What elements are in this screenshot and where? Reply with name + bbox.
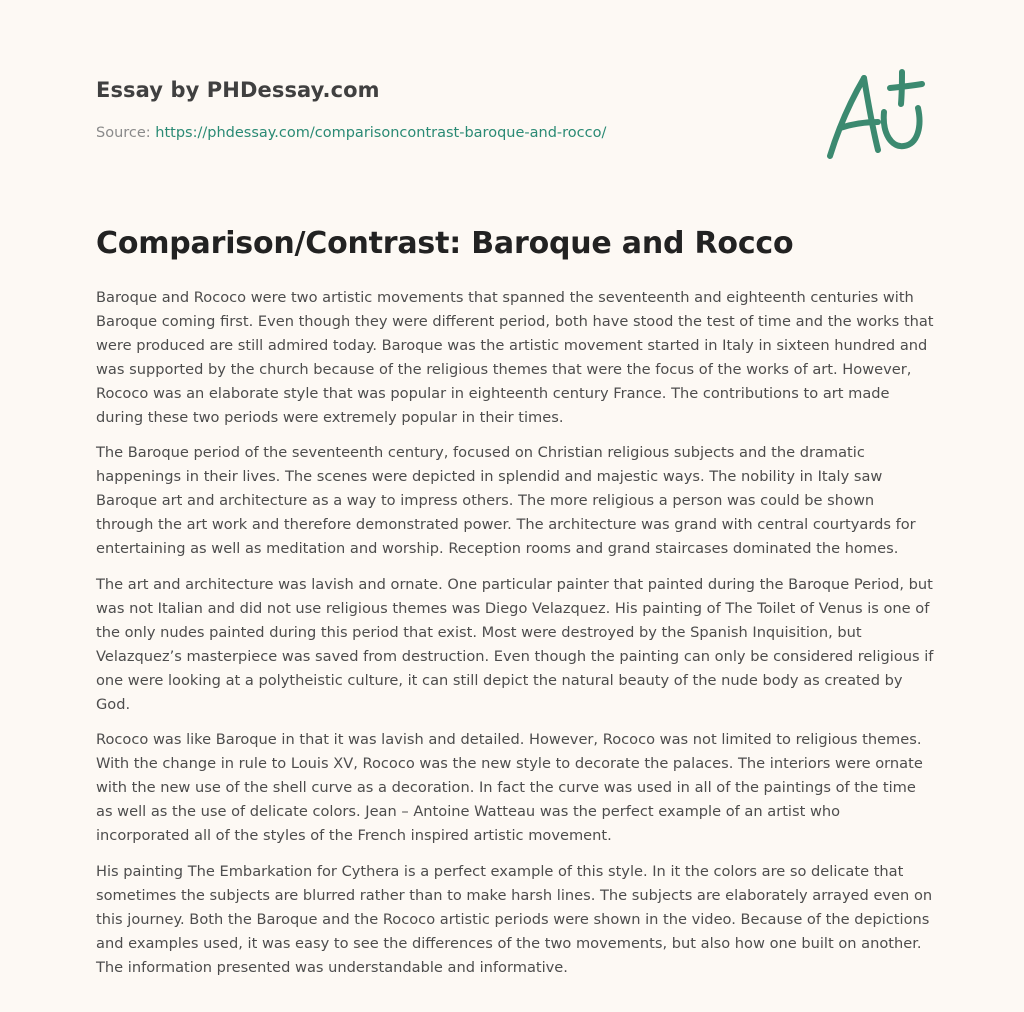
source-link[interactable]: https://phdessay.com/comparisoncontrast-baroque-and-rocco/ bbox=[155, 125, 607, 141]
essay-paragraph: Baroque and Rococo were two artistic movements that spanned the seventeenth and eighteenth centuries with Baroque coming first. Even though they were different period, both have stood the test of time and the works that were produced are still admired today. Baroque was the artistic movement started in Italy in sixteen hundred and was supported by the church because of the religious themes that were the focus of the works of art. However, Rococo was an elaborate style that was popular in eighteenth century France. The contributions to art made during these two periods were extremely popular in their times. bbox=[96, 289, 934, 426]
essay-paragraph: His painting The Embarkation for Cythera is a perfect example of this style. In it the colors are so delicate that sometimes the subjects are blurred rather than to make harsh lines. The subjects are elaborately arrayed even on this journey. Both the Baroque and the Rococo artistic periods were shown in the video. Because of the depictions and examples used, it was easy to see the differences of the two movements, but also how one built on another. The information presented was understandable and informative. bbox=[96, 862, 933, 976]
source-line bbox=[96, 125, 606, 141]
essay-paragraph: Rococo was like Baroque in that it was lavish and detailed. However, Rococo was not limited to religious themes. With the change in rule to Louis XV, Rococo was the new style to decorate the palaces. The interiors were ornate with the new use of the shell curve as a decoration. In fact the curve was used in all of the paintings of the time as well as the use of delicate colors. Jean – Antoine Watteau was the perfect example of an artist who incorporated all of the styles of the French inspired artistic movement. bbox=[96, 731, 923, 845]
essay-paragraph: The Baroque period of the seventeenth century, focused on Christian religious subjects and the dramatic happenings in their lives. The scenes were depicted in splendid and majestic ways. The nobility in Italy saw Baroque art and architecture as a way to impress others. The more religious a person was could be shown through the art work and therefore demonstrated power. The architecture was grand with central courtyards for entertaining as well as meditation and worship. Reception rooms and grand staircases dominated the homes. bbox=[96, 444, 916, 558]
essay-paragraph: The art and architecture was lavish and ornate. One particular painter that painted during the Baroque Period, but was not Italian and did not use religious themes was Diego Velazquez. His painting of The Toilet of Venus is one of the only nudes painted during this period that exist. Most were destroyed by the Spanish Inquisition, but Velazquez’s masterpiece was saved from destruction. Even though the painting can only be considered religious if one were looking at a polytheistic culture, it can still depict the natural beauty of the nude body as created by God. bbox=[96, 575, 934, 713]
site-title: Essay by PHDessay.com bbox=[96, 78, 380, 102]
source-label: Source: bbox=[96, 125, 156, 141]
essay-body bbox=[96, 286, 936, 991]
essay-title: Comparison/Contrast: Baroque and Rocco bbox=[96, 226, 794, 261]
a-plus-logo-icon bbox=[822, 68, 930, 164]
